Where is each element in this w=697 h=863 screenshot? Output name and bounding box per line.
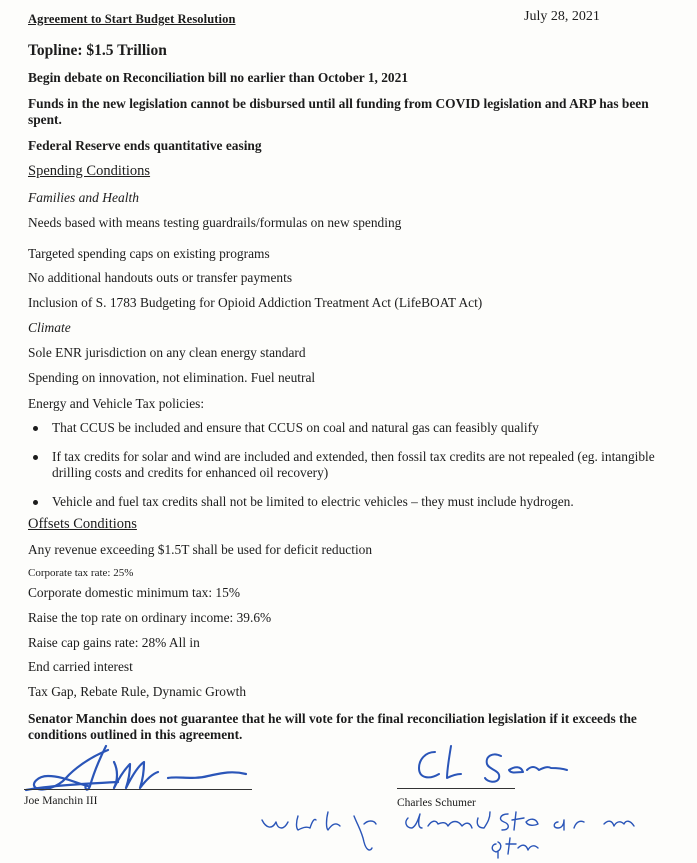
- offsets-item: Raise the top rate on ordinary income: 39.6%: [28, 610, 272, 625]
- schumer-signature: [405, 738, 605, 788]
- bullet-item: [28, 494, 668, 510]
- offsets-item: Tax Gap, Rebate Rule, Dynamic Growth: [28, 684, 247, 699]
- debate-start-clause: Begin debate on Reconciliation bill no earlier than October 1, 2021: [28, 70, 409, 85]
- bullet-text: That CCUS be included and ensure that CCUS on coal and natural gas can feasibly qualify: [52, 420, 539, 435]
- manchin-signature-line: [24, 789, 252, 790]
- schumer-name: Charles Schumer: [397, 797, 476, 809]
- closing-statement: Senator Manchin does not guarantee that he will vote for the final reconciliation legislation if it exceeds the conditions outlined in this agreement.: [28, 711, 637, 742]
- funds-disbursement-clause: Funds in the new legislation cannot be disbursed until all funding from COVID legislation and ARP has been spent.: [28, 96, 649, 127]
- federal-reserve-clause: Federal Reserve ends quantitative easing: [28, 138, 262, 153]
- spending-item: Inclusion of S. 1783 Budgeting for Opioid Addiction Treatment Act (LifeBOAT Act): [28, 295, 483, 310]
- climate-item: Sole ENR jurisdiction on any clean energy standard: [28, 345, 306, 360]
- energy-tax-bullet-list: [28, 420, 668, 510]
- spending-conditions-heading: Spending Conditions: [28, 163, 151, 179]
- climate-item: Spending on innovation, not elimination. Fuel neutral: [28, 370, 316, 385]
- offsets-item: End carried interest: [28, 659, 133, 674]
- climate-item: Energy and Vehicle Tax policies:: [28, 396, 205, 411]
- spending-item: No additional handouts outs or transfer payments: [28, 270, 293, 285]
- bullet-text: If tax credits for solar and wind are included and extended, then fossil tax credits are not repealed (eg. intangible drilling costs and credits for enhanced oil recovery): [52, 449, 655, 480]
- offsets-conditions-heading: Offsets Conditions: [28, 516, 137, 532]
- document-title: Agreement to Start Budget Resolution: [28, 12, 236, 26]
- bullet-item: [28, 420, 668, 436]
- climate-subheading: Climate: [28, 320, 71, 335]
- manchin-name: Joe Manchin III: [24, 795, 98, 807]
- offsets-item: Raise cap gains rate: 28% All in: [28, 635, 200, 650]
- offsets-item: Corporate domestic minimum tax: 15%: [28, 585, 240, 600]
- spending-item: Targeted spending caps on existing programs: [28, 246, 270, 261]
- topline-heading: Topline: $1.5 Trillion: [28, 42, 167, 59]
- bullet-text: Vehicle and fuel tax credits shall not be limited to electric vehicles – they must include hydrogen.: [52, 494, 574, 509]
- offsets-item: Corporate tax rate: 25%: [28, 567, 134, 579]
- spending-item: Needs based with means testing guardrails/formulas on new spending: [28, 215, 402, 230]
- bullet-dot: [33, 455, 38, 460]
- handwritten-annotation: [258, 808, 678, 860]
- bullet-dot: [33, 500, 38, 505]
- offsets-item: Any revenue exceeding $1.5T shall be used for deficit reduction: [28, 542, 373, 557]
- bullet-item: [28, 449, 668, 481]
- schumer-signature-line: [397, 788, 515, 789]
- manchin-signature: [18, 740, 278, 800]
- bullet-dot: [33, 426, 38, 431]
- document-date: July 28, 2021: [524, 9, 600, 24]
- families-health-subheading: Families and Health: [28, 190, 139, 205]
